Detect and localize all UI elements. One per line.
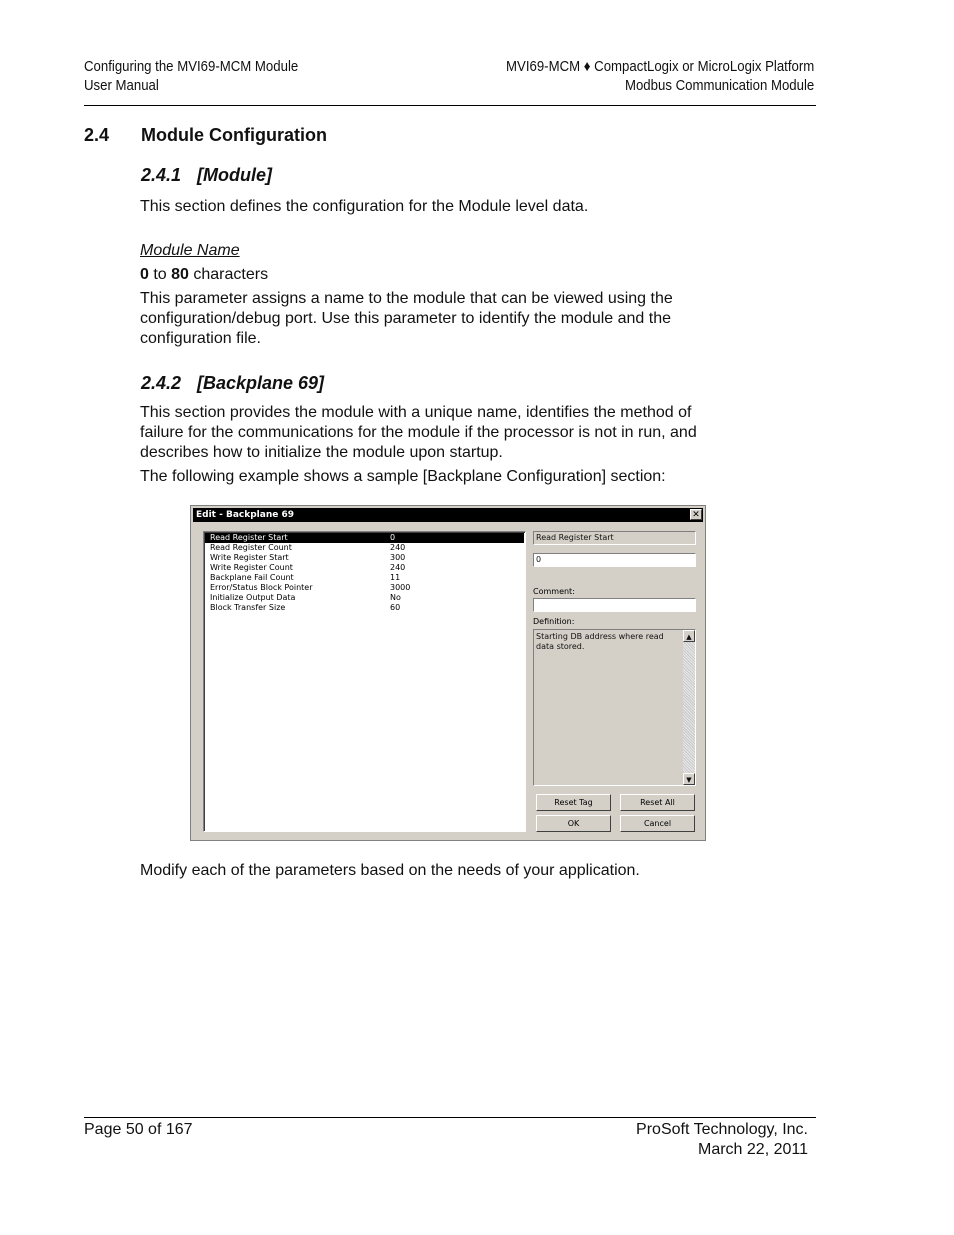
selected-parameter-name: Read Register Start xyxy=(533,531,696,545)
header-doc-type: User Manual xyxy=(84,77,159,94)
scroll-down-icon[interactable]: ▼ xyxy=(683,773,695,785)
param-desc-line: configuration/debug port. Use this parameter to identify the module and the xyxy=(140,310,671,327)
ok-button[interactable]: OK xyxy=(536,815,611,832)
footer-company: ProSoft Technology, Inc. xyxy=(636,1121,808,1138)
intro-line: describes how to initialize the module upon startup. xyxy=(140,444,503,461)
value-input[interactable]: 0 xyxy=(533,553,696,567)
footer-date: March 22, 2011 xyxy=(698,1141,808,1158)
header-doc-title: Configuring the MVI69-MCM Module xyxy=(84,58,299,75)
intro-line: This section provides the module with a unique name, identifies the method of xyxy=(140,404,692,421)
reset-all-button[interactable]: Reset All xyxy=(620,794,695,811)
dialog-title: Edit - Backplane 69 xyxy=(196,510,295,520)
module-intro: This section defines the configuration for the Module level data. xyxy=(140,198,589,215)
range-unit: characters xyxy=(188,266,269,283)
list-item[interactable]: Read Register Count 240 xyxy=(210,543,406,552)
definition-text: Starting DB address where read data stored. xyxy=(536,632,664,651)
backplane-intro xyxy=(140,403,760,463)
subsection-heading-module xyxy=(141,165,272,186)
header-product: MVI69-MCM ♦ CompactLogix or MicroLogix Platform xyxy=(505,58,814,75)
subsection-title: [Module] xyxy=(197,165,272,185)
cancel-button[interactable]: Cancel xyxy=(620,815,695,832)
running-header-right xyxy=(506,57,814,95)
subsection-heading-backplane xyxy=(141,373,324,394)
list-item[interactable]: Backplane Fail Count 11 xyxy=(210,573,401,582)
range-to: to xyxy=(148,266,172,283)
section-heading xyxy=(84,125,327,146)
range-high: 80 xyxy=(171,266,189,283)
running-header-left xyxy=(84,57,298,95)
range-low: 0 xyxy=(140,266,149,283)
list-item[interactable]: Block Transfer Size 60 xyxy=(210,603,401,612)
definition-text-area xyxy=(533,629,696,786)
list-item[interactable]: Write Register Count 240 xyxy=(210,563,406,572)
list-item[interactable]: Read Register Start 0 xyxy=(205,533,524,543)
param-desc-line: configuration file. xyxy=(140,330,261,347)
example-intro: The following example shows a sample [Backplane Configuration] section: xyxy=(140,468,666,485)
section-number: 2.4 xyxy=(84,125,110,145)
section-title: Module Configuration xyxy=(141,125,327,145)
param-description xyxy=(140,289,760,349)
reset-tag-button[interactable]: Reset Tag xyxy=(536,794,611,811)
page-number: Page 50 of 167 xyxy=(84,1121,193,1138)
comment-label: Comment: xyxy=(533,587,575,596)
param-name-module-name: Module Name xyxy=(140,242,240,259)
header-rule xyxy=(84,105,816,106)
param-range xyxy=(140,265,760,285)
close-icon[interactable]: ✕ xyxy=(690,509,702,520)
definition-scrollbar[interactable] xyxy=(683,630,695,785)
edit-backplane-dialog xyxy=(190,505,706,841)
comment-input[interactable] xyxy=(533,598,696,612)
list-item[interactable]: Write Register Start 300 xyxy=(210,553,406,562)
subsection-number: 2.4.1 xyxy=(141,165,182,185)
scroll-up-icon[interactable]: ▲ xyxy=(683,630,695,642)
footer-right xyxy=(636,1120,808,1160)
closing-paragraph: Modify each of the parameters based on the needs of your application. xyxy=(140,862,640,879)
subsection-title: [Backplane 69] xyxy=(197,373,325,393)
parameter-list[interactable] xyxy=(203,531,526,832)
list-item[interactable]: Initialize Output Data No xyxy=(210,593,401,602)
intro-line: failure for the communications for the module if the processor is not in run, and xyxy=(140,424,697,441)
subsection-number: 2.4.2 xyxy=(141,373,182,393)
footer-rule xyxy=(84,1117,816,1118)
definition-label: Definition: xyxy=(533,617,575,626)
dialog-title-bar xyxy=(193,508,703,522)
param-desc-line: This parameter assigns a name to the module that can be viewed using the xyxy=(140,290,673,307)
list-item[interactable]: Error/Status Block Pointer 3000 xyxy=(210,583,411,592)
header-product-sub: Modbus Communication Module xyxy=(624,77,814,94)
